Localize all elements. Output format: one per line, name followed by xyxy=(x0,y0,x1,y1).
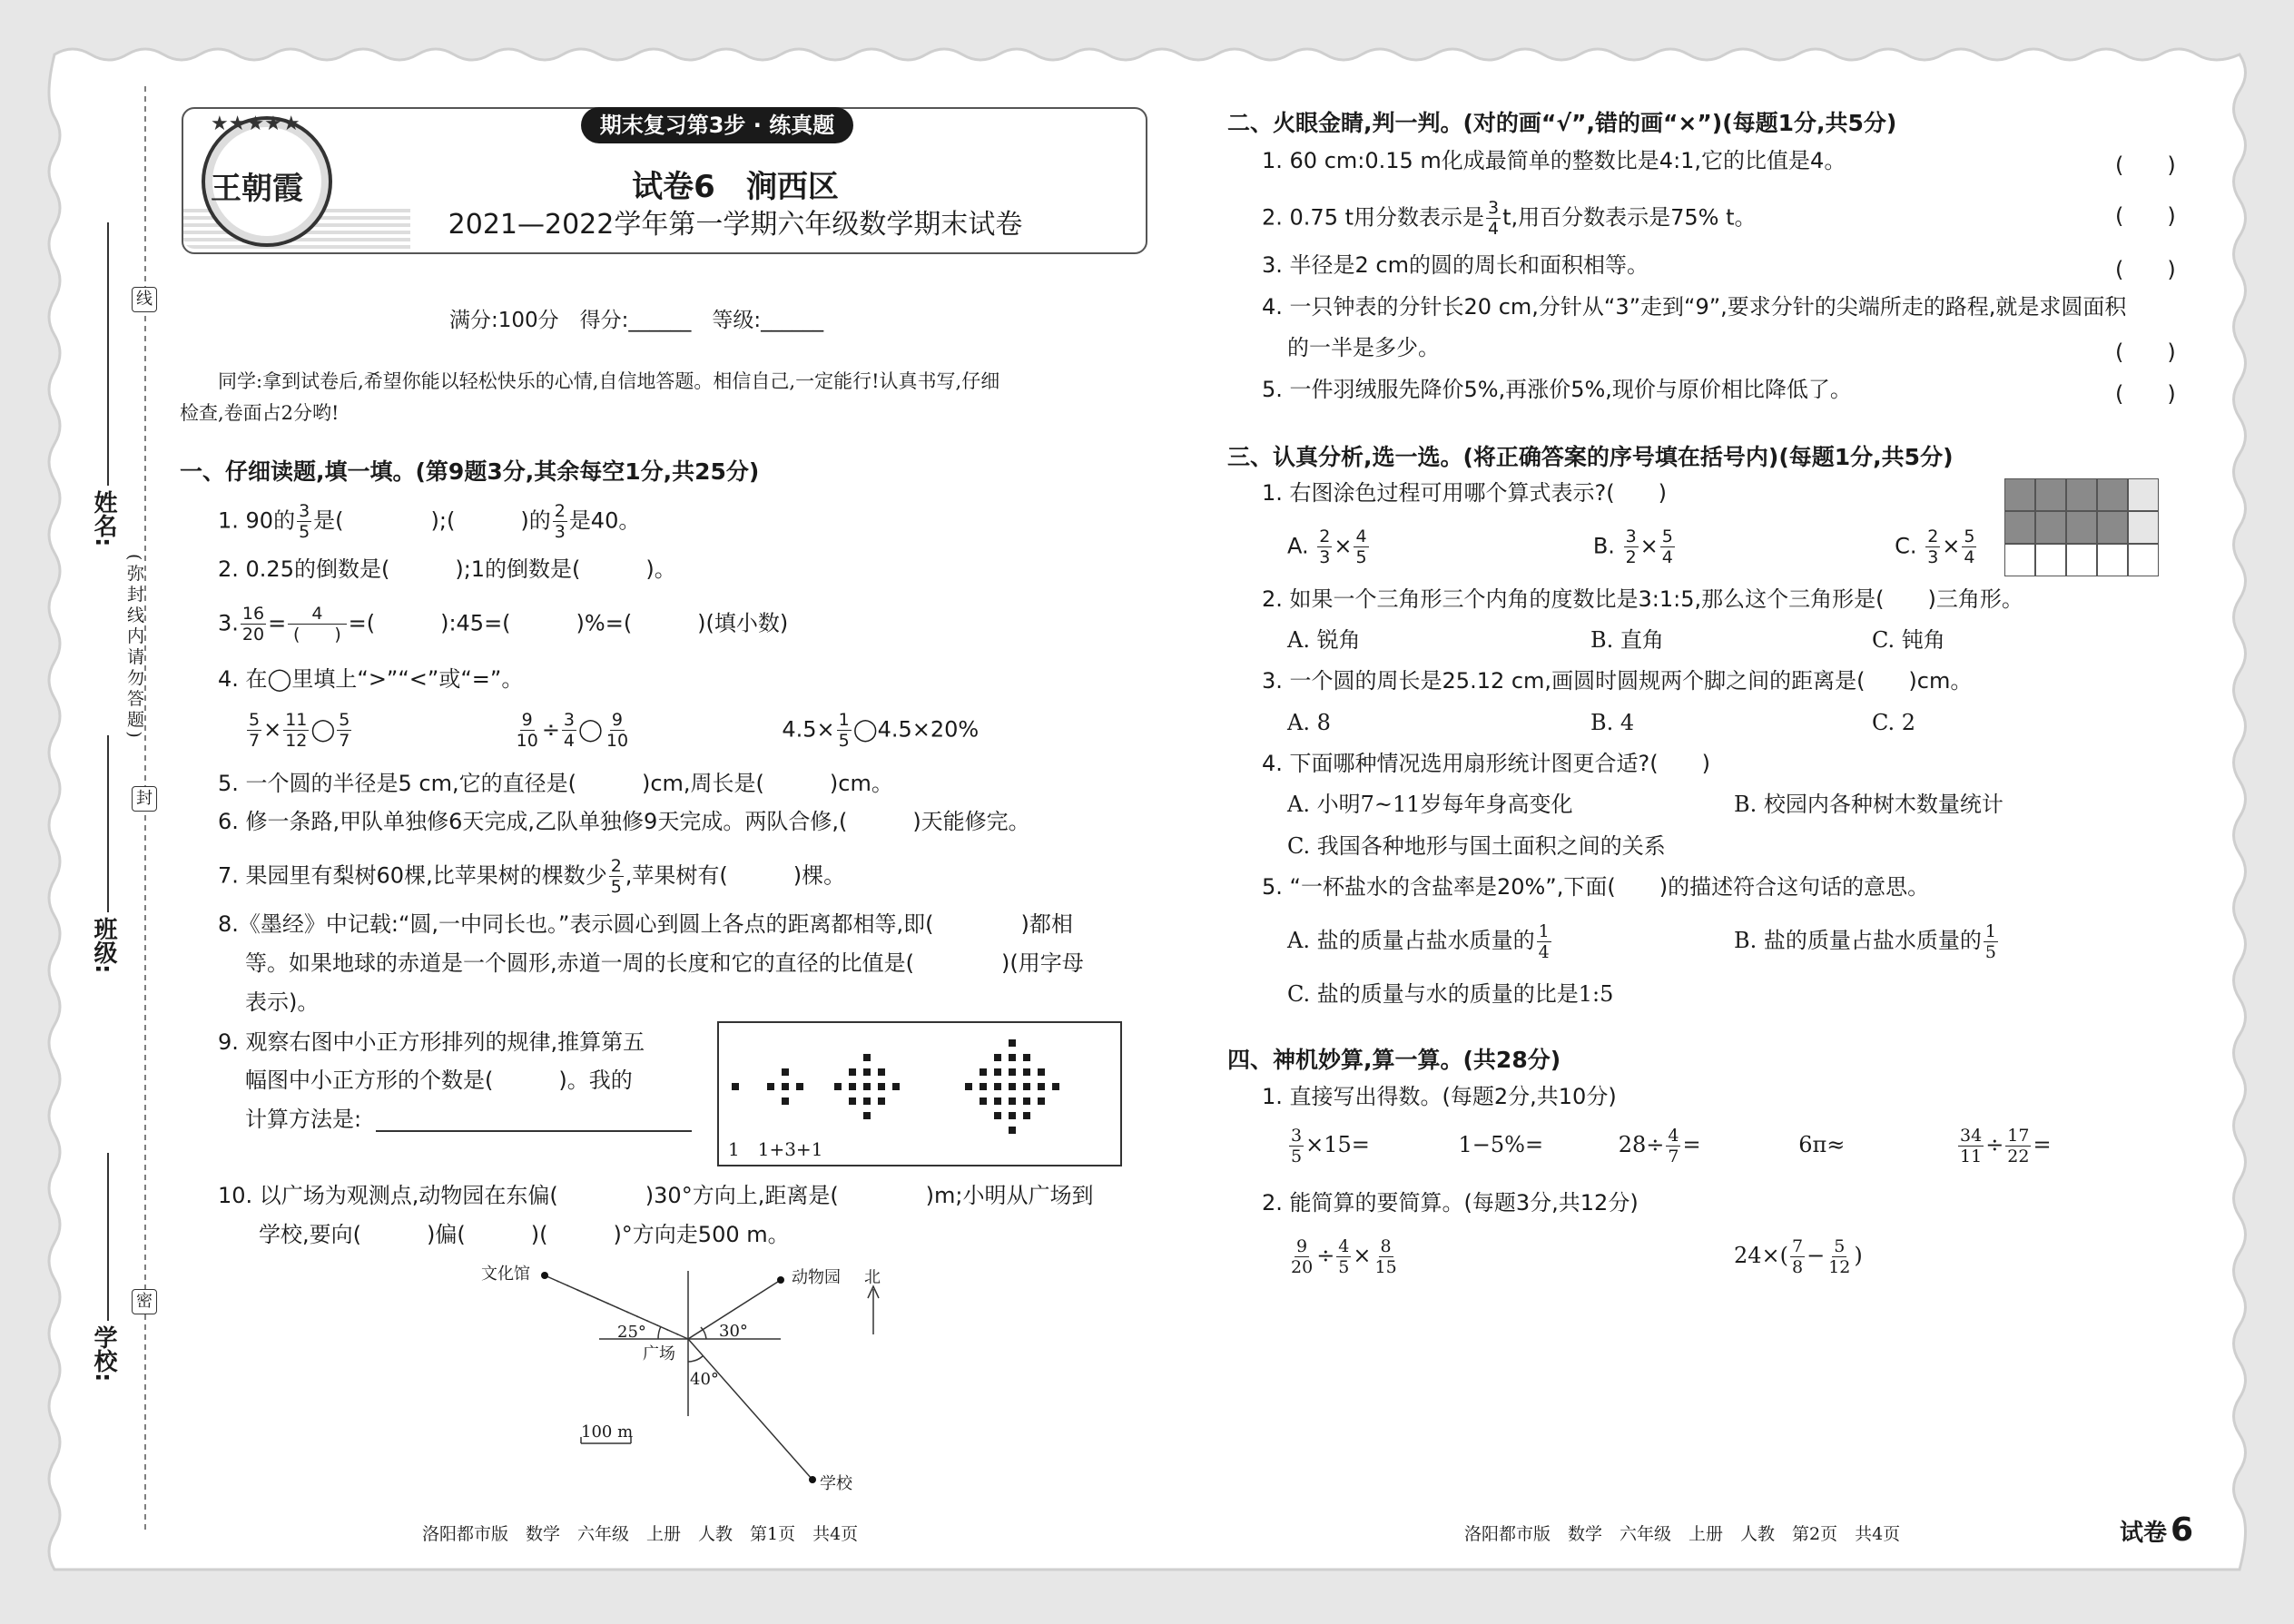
s3-q3[interactable]: 3. 一个圆的周长是25.12 cm,画圆时圆规两个脚之间的距离是( )cm。 xyxy=(1262,668,1973,694)
pattern-square xyxy=(994,1112,1001,1119)
s3-q3-B[interactable]: B. 4 xyxy=(1590,710,1635,735)
frac: $\frac{2}{3}$ xyxy=(1319,527,1331,567)
pattern-square xyxy=(980,1083,987,1090)
frac: $\frac{1}{5}$ xyxy=(838,710,850,751)
s1-q1-b[interactable]: 是( );( )的 xyxy=(313,507,551,534)
s4-c3b: = xyxy=(1682,1132,1701,1157)
s4-e2a: 24×( xyxy=(1734,1243,1789,1268)
frac: $\frac{5}{12}$ xyxy=(1828,1236,1851,1277)
s1-q4-d: ◯4.5×20% xyxy=(852,716,980,743)
pattern-square xyxy=(863,1112,871,1119)
s4-c4: 6π≈ xyxy=(1798,1132,1846,1157)
pattern-square xyxy=(994,1083,1001,1090)
pattern-square xyxy=(849,1083,856,1090)
s2-q3: 3. 半径是2 cm的圆的周长和面积相等。 xyxy=(1262,252,1649,278)
pattern-square xyxy=(980,1068,987,1076)
s2-answer-3[interactable]: ( ) xyxy=(2115,257,2176,282)
s4-c3: 28÷ xyxy=(1618,1132,1665,1157)
s2-q1: 1. 60 cm:0.15 m化成最简单的整数比是4:1,它的比值是4。 xyxy=(1262,148,1846,173)
pattern-square xyxy=(1038,1083,1045,1090)
grid-cell xyxy=(2066,511,2097,544)
s3-q4-B[interactable]: B. 校园内各种树木数量统计 xyxy=(1734,792,2004,817)
pattern-square xyxy=(1023,1054,1030,1061)
frac: $\frac{3}{2}$ xyxy=(1625,527,1637,567)
pattern-square xyxy=(1038,1068,1045,1076)
frac: $\frac{34}{11}$ xyxy=(1960,1126,1983,1166)
s1-q5[interactable]: 5. 一个圆的半径是5 cm,它的直径是( )cm,周长是( )cm。 xyxy=(218,771,893,796)
pattern-square xyxy=(863,1068,871,1076)
s3-q1-A[interactable]: A. xyxy=(1287,533,1309,559)
header-badge: 期末复习第3步 · 练真题 xyxy=(581,107,853,143)
s1-q9-line2[interactable]: 幅图中小正方形的个数是( )。我的 xyxy=(245,1068,633,1093)
map-angle-40: 40° xyxy=(690,1370,719,1389)
s3-q4-C[interactable]: C. 我国各种地形与国土面积之间的关系 xyxy=(1287,833,1666,859)
map-wenhuaguan: 文化馆 xyxy=(481,1265,530,1284)
s3-q1-C[interactable]: C. xyxy=(1895,533,1917,559)
s4-q1: 1. 直接写出得数。(每题2分,共10分) xyxy=(1262,1084,1617,1109)
logo-text: 王朝霞 xyxy=(211,171,303,207)
s4-calc-row: $\frac{3}{5}$ ×15= 1−5%= 28÷ $\frac{4}{7}$ = 6π≈ $\frac{34}{11}$ ÷ $\frac{17}{22}$ = xyxy=(1291,1126,2052,1166)
pattern-square xyxy=(782,1083,789,1090)
grid-cell xyxy=(2035,544,2066,576)
side-school-label: 学校: xyxy=(90,1325,117,1383)
side-mark-feng: 封 xyxy=(132,786,157,812)
section2-title: 二、火眼金睛,判一判。(对的画“√”,错的画“×”)(每题1分,共5分) xyxy=(1227,110,1897,136)
s3-q4[interactable]: 4. 下面哪种情况选用扇形统计图更合适?( ) xyxy=(1262,751,1710,776)
side-mark-mi: 密 xyxy=(132,1289,157,1314)
s1-q7-a: 7. 果园里有梨树60棵,比苹果树的棵数少 xyxy=(218,862,607,889)
s2-q5: 5. 一件羽绒服先降价5%,再涨价5%,现价与原价相比降低了。 xyxy=(1262,377,1852,402)
pattern-square xyxy=(1009,1054,1016,1061)
s4-c1: ×15= xyxy=(1305,1132,1370,1157)
pattern-square xyxy=(878,1068,885,1076)
frac: $\frac{5}{7}$ xyxy=(249,710,261,751)
footer-right: 洛阳都市版 数学 六年级 上册 人教 第2页 共4页 xyxy=(1464,1524,1901,1544)
s1-q4: 4. 在◯里填上“>”“<”或“=”。 xyxy=(218,666,524,692)
grid-cell xyxy=(2066,544,2097,576)
s1-q1 xyxy=(218,501,640,542)
frac: $\frac{5}{4}$ xyxy=(1661,527,1673,567)
pattern-square xyxy=(1023,1097,1030,1105)
s2-answer-5[interactable]: ( ) xyxy=(2115,381,2176,407)
logo-stars: ★★★★★ xyxy=(211,113,300,135)
pattern-square xyxy=(1023,1068,1030,1076)
map-north: 北 xyxy=(864,1268,881,1287)
s3-q3-C[interactable]: C. 2 xyxy=(1872,710,1916,735)
map-scale: 100 m xyxy=(581,1422,634,1442)
footer-left: 洛阳都市版 数学 六年级 上册 人教 第1页 共4页 xyxy=(422,1524,859,1544)
pattern-square xyxy=(732,1083,739,1090)
s3-q1[interactable]: 1. 右图涂色过程可用哪个算式表示?( ) xyxy=(1262,480,1667,506)
frac: $\frac{3}{4}$ xyxy=(1488,198,1500,239)
s2-q2-a: 2. 0.75 t用分数表示是 xyxy=(1262,204,1485,231)
pattern-square xyxy=(782,1068,789,1076)
side-note: (弥封线内请勿答题) xyxy=(124,554,144,742)
pattern-square xyxy=(1023,1112,1030,1119)
frac: $\frac{2}{3}$ xyxy=(1927,527,1939,567)
s1-q4-c: 4.5× xyxy=(782,716,835,743)
frac: $\frac{1}{5}$ xyxy=(1984,921,1996,962)
s1-q4-row[interactable]: $\frac{5}{7}$ × $\frac{11}{12}$ ◯ $\frac{5}{7}$ $\frac{9}{10}$ ÷ $\frac{3}{4}$ ◯ $\frac{9}{10}$ 4.5× $\frac{1}{5}$ ◯4.5×20% xyxy=(249,710,980,751)
pattern-square xyxy=(849,1097,856,1105)
s3-q2-A[interactable]: A. 锐角 xyxy=(1287,627,1361,653)
frac: $\frac{8}{15}$ xyxy=(1374,1236,1397,1277)
s3-q5-B[interactable] xyxy=(1734,921,2000,962)
pattern-square xyxy=(892,1083,900,1090)
pattern-square xyxy=(878,1097,885,1105)
footer-tag-text: 试卷 xyxy=(2120,1520,2168,1547)
square-pattern-figure xyxy=(717,1021,1122,1166)
intro-line-2: 检查,卷面占2分哟! xyxy=(180,402,340,424)
pattern-square xyxy=(1052,1083,1059,1090)
grid-cell xyxy=(2097,544,2128,576)
s2-q2-b: t,用百分数表示是75% t。 xyxy=(1502,204,1757,231)
s1-q8-line1[interactable]: 8.《墨经》中记载:“圆,一中同长也。”表示圆心到圆上各点的距离都相等,即( )都相 xyxy=(218,911,1073,937)
s1-q9-line1: 9. 观察右图中小正方形排列的规律,推算第五 xyxy=(218,1029,645,1055)
frac: $\frac{9}{20}$ xyxy=(1291,1236,1314,1277)
pattern-square xyxy=(782,1097,789,1105)
s1-q9-line3: 计算方法是: xyxy=(245,1107,362,1132)
map-angle-30: 30° xyxy=(719,1322,748,1341)
shaded-grid xyxy=(2004,478,2159,578)
s3-q5-A-text: A. 盐的质量占盐水质量的 xyxy=(1287,928,1535,953)
s1-q3-a: 3. xyxy=(218,610,239,636)
grid-cell xyxy=(2097,511,2128,544)
paper-title: 试卷6 涧西区 xyxy=(632,169,839,205)
paper-subtitle: 2021—2022学年第一学期六年级数学期末试卷 xyxy=(448,209,1023,241)
grid-cell xyxy=(2128,544,2159,576)
s3-q1-B[interactable]: B. xyxy=(1592,533,1615,559)
s3-q5[interactable]: 5. “一杯盐水的含盐率是20%”,下面( )的描述符合这句话的意思。 xyxy=(1262,874,1930,900)
grid-cell xyxy=(2128,478,2159,511)
s1-q8-line2[interactable]: 等。如果地球的赤道是一个圆形,赤道一周的长度和它的直径的比值是( )(用字母 xyxy=(245,950,1084,976)
s1-q10-line2[interactable]: 学校,要向( )偏( )( )°方向走500 m。 xyxy=(259,1222,790,1247)
s3-q2-B[interactable]: B. 直角 xyxy=(1590,627,1664,653)
s4-expr-2: 24×( $\frac{7}{8}$ − $\frac{5}{12}$ ) xyxy=(1734,1236,1863,1277)
s1-q1-c: 是40。 xyxy=(568,507,641,534)
pattern-square xyxy=(980,1097,987,1105)
s3-q4-A[interactable]: A. 小明7~11岁每年身高变化 xyxy=(1287,792,1573,817)
pattern-square xyxy=(863,1083,871,1090)
frac: $\frac{3}{4}$ xyxy=(563,710,576,751)
section3-title: 三、认真分析,选一选。(将正确答案的序号填在括号内)(每题1分,共5分) xyxy=(1227,444,1954,470)
map-dongwuyuan: 动物园 xyxy=(792,1268,841,1287)
frac: $\frac{17}{22}$ xyxy=(2007,1126,2030,1166)
s3-q2-C[interactable]: C. 钝角 xyxy=(1872,627,1945,653)
side-class-line[interactable] xyxy=(107,735,109,912)
s4-c2: 1−5%= xyxy=(1458,1132,1544,1157)
frac: $\frac{4}{5}$ xyxy=(1338,1236,1350,1277)
pattern-square xyxy=(796,1083,803,1090)
frac: $\frac{5}{4}$ xyxy=(1964,527,1975,567)
pattern-square xyxy=(834,1083,842,1090)
s2-q2 xyxy=(1262,198,1757,239)
pattern-square xyxy=(878,1083,885,1090)
section1-title: 一、仔细读题,填一填。(第9题3分,其余每空1分,共25分) xyxy=(180,458,760,485)
s1-q9-answer-line[interactable] xyxy=(376,1130,692,1132)
side-name-line[interactable] xyxy=(107,222,109,486)
s2-q4-line2: 的一半是多少。 xyxy=(1287,335,1440,360)
grid-cell xyxy=(2035,478,2066,511)
frac: $\frac{16}{20}$ xyxy=(241,604,265,645)
s3-q5-A[interactable] xyxy=(1287,921,1553,962)
s1-q3-b[interactable]: =( ):45=( )%=( )(填小数) xyxy=(348,610,789,636)
grid-cell xyxy=(2004,478,2035,511)
footer-tag xyxy=(2120,1511,2193,1549)
grid-cell xyxy=(2035,511,2066,544)
s2-answer-1[interactable]: ( ) xyxy=(2115,153,2176,178)
grid-cell xyxy=(2066,478,2097,511)
s1-q6[interactable]: 6. 修一条路,甲队单独修6天完成,乙队单独修9天完成。两队合修,( )天能修完。 xyxy=(218,809,1030,834)
frac: $\frac{3}{5}$ xyxy=(1291,1126,1303,1166)
pattern-square xyxy=(849,1068,856,1076)
s1-q1-a: 1. 90的 xyxy=(218,507,296,534)
pattern-square xyxy=(1009,1127,1016,1134)
s1-q7[interactable] xyxy=(218,856,845,897)
frac: $\frac{9}{10}$ xyxy=(605,710,629,751)
pattern-label: 1 1+3+1 xyxy=(728,1138,823,1160)
frac: $\frac{9}{10}$ xyxy=(516,710,538,751)
frac: $\frac{2}{3}$ xyxy=(554,501,566,542)
side-class-label: 班级: xyxy=(90,917,117,974)
side-name-label: 姓名: xyxy=(90,490,117,547)
s1-q10-line1[interactable]: 10. 以广场为观测点,动物园在东偏( )30°方向上,距离是( )m;小明从广场到 xyxy=(218,1183,1094,1208)
s1-q8-line3: 表示)。 xyxy=(245,989,320,1015)
score-line: 满分:100分 得分:______ 等级:______ xyxy=(449,309,824,332)
pattern-square xyxy=(994,1068,1001,1076)
frac: $\frac{1}{4}$ xyxy=(1538,921,1550,962)
pattern-square xyxy=(863,1097,871,1105)
s3-q5-B-text: B. 盐的质量占盐水质量的 xyxy=(1734,928,1982,953)
direction-map xyxy=(472,1257,926,1502)
s1-q2[interactable]: 2. 0.25的倒数是( );1的倒数是( )。 xyxy=(218,556,676,582)
s1-q7-b[interactable]: ,苹果树有( )棵。 xyxy=(625,862,846,889)
pattern-square xyxy=(1009,1039,1016,1047)
pattern-square xyxy=(767,1083,774,1090)
side-school-line[interactable] xyxy=(107,1153,109,1321)
pattern-square xyxy=(1009,1097,1016,1105)
grid-cell xyxy=(2128,511,2159,544)
frac-blank[interactable]: $\frac{4}{( )}$ xyxy=(290,604,345,645)
grid-cell xyxy=(2004,544,2035,576)
s3-q1-options[interactable]: A. $\frac{2}{3}$ × $\frac{4}{5}$ B. $\frac{3}{2}$ × $\frac{5}{4}$ C. $\frac{2}{3}$ × $\frac{5}{4}$ xyxy=(1287,527,1975,567)
s3-q3-A[interactable]: A. 8 xyxy=(1287,710,1331,735)
s3-q2[interactable]: 2. 如果一个三角形三个内角的度数比是3:1:5,那么这个三角形是( )三角形。 xyxy=(1262,586,2023,612)
footer-tag-num: 6 xyxy=(2171,1511,2194,1549)
s2-q4-line1: 4. 一只钟表的分针长20 cm,分针从“3”走到“9”,要求分针的尖端所走的路程,就是求圆面积 xyxy=(1262,294,2127,320)
frac: $\frac{7}{8}$ xyxy=(1792,1236,1804,1277)
map-school: 学校 xyxy=(820,1474,852,1493)
pattern-square xyxy=(863,1054,871,1061)
map-guangchang: 广场 xyxy=(643,1344,675,1363)
s3-q5-C[interactable]: C. 盐的质量与水的质量的比是1:5 xyxy=(1287,981,1614,1007)
pattern-square xyxy=(1009,1083,1016,1090)
s4-expr-1: $\frac{9}{20}$ ÷ $\frac{4}{5}$ × $\frac{8}{15}$ xyxy=(1291,1236,1397,1277)
pattern-square xyxy=(1009,1068,1016,1076)
grid-cell xyxy=(2004,511,2035,544)
frac: $\frac{11}{12}$ xyxy=(285,710,308,751)
grid-cell xyxy=(2097,478,2128,511)
intro-line-1: 同学:拿到试卷后,希望你能以轻松快乐的心情,自信地答题。相信自己,一定能行!认真书写,仔细 xyxy=(218,370,1000,392)
frac: $\frac{3}{5}$ xyxy=(299,501,310,542)
s1-q3[interactable]: 3. $\frac{16}{20}$ = $\frac{4}{( )}$ =( ):45=( )%=( )(填小数) xyxy=(218,604,789,645)
pattern-square xyxy=(994,1054,1001,1061)
s4-c5: = xyxy=(2033,1132,2052,1157)
frac: $\frac{4}{5}$ xyxy=(1355,527,1367,567)
section4-title: 四、神机妙算,算一算。(共28分) xyxy=(1227,1047,1561,1073)
s2-answer-2[interactable]: ( ) xyxy=(2115,203,2176,229)
frac: $\frac{4}{7}$ xyxy=(1668,1126,1679,1166)
pattern-square xyxy=(1009,1112,1016,1119)
pattern-square xyxy=(1023,1083,1030,1090)
side-mark-xian: 线 xyxy=(132,287,157,312)
s2-answer-4[interactable]: ( ) xyxy=(2115,340,2176,365)
frac: $\frac{5}{7}$ xyxy=(339,710,350,751)
pattern-square xyxy=(994,1097,1001,1105)
map-angle-25: 25° xyxy=(617,1323,646,1342)
s4-q2: 2. 能简算的要简算。(每题3分,共12分) xyxy=(1262,1190,1639,1216)
frac: $\frac{2}{5}$ xyxy=(610,856,622,897)
pattern-square xyxy=(965,1083,972,1090)
pattern-square xyxy=(1038,1097,1045,1105)
